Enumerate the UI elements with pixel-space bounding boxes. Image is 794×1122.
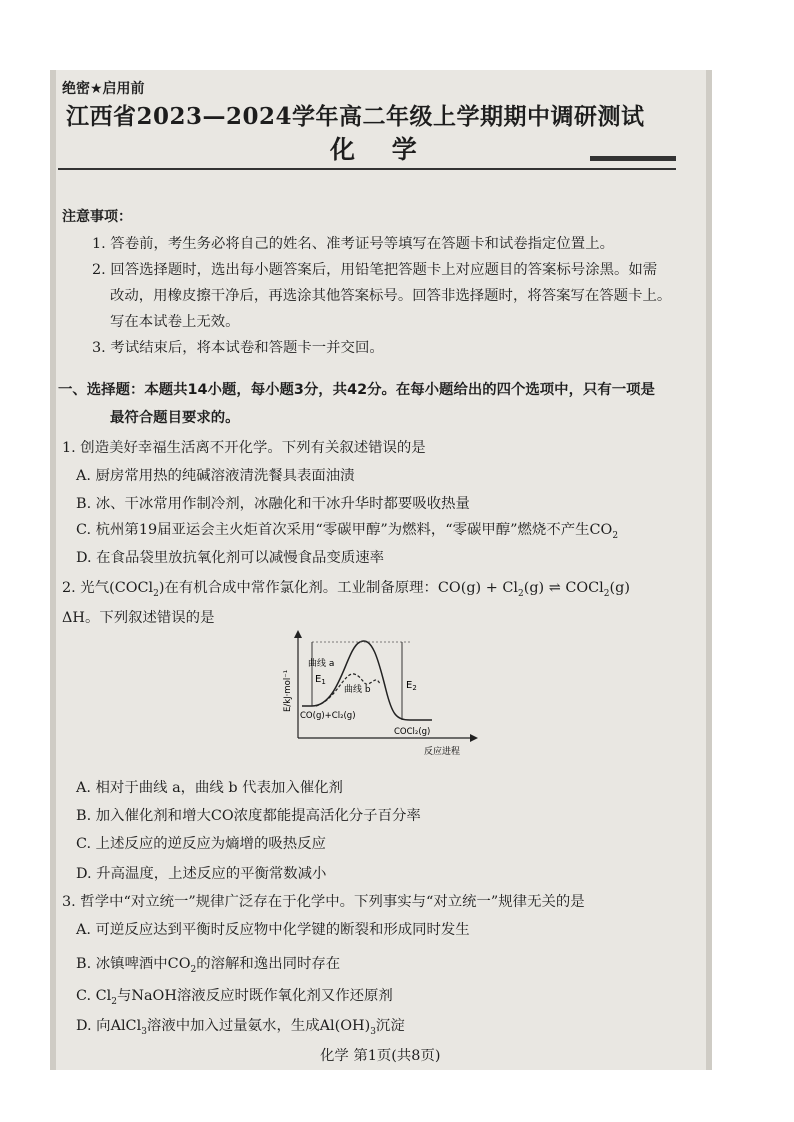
notice-line-4: 写在本试卷上无效。 (110, 314, 240, 330)
q1-option-b: B. 冰、干冰常用作制冷剂，冰融化和干冰升华时都要吸收热量 (76, 496, 470, 512)
q3-option-b: B. 冰镇啤酒中$CO_2$的溶解和逸出同时存在 (76, 956, 341, 975)
e2-label: $E_2$ (406, 680, 417, 692)
section-heading-2: 最符合题目要求的。 (110, 410, 240, 426)
paper-right-edge (706, 70, 712, 1070)
y-axis-arrow (294, 630, 302, 638)
q3-option-c: C. $Cl_2$与NaOH溶液反应时既作氧化剂又作还原剂 (76, 988, 393, 1007)
notice-line-2: 2. 回答选择题时，选出每小题答案后，用铅笔把答题卡上对应题目的答案标号涂黑。如需 (92, 262, 658, 278)
paper-left-edge (50, 70, 56, 1070)
q3-option-d: D. 向AlCl$_3$溶液中加入过量氨水，生成$Al(OH)_3$沉淀 (76, 1018, 405, 1037)
q2-option-b: B. 加入催化剂和增大CO浓度都能提高活化分子百分率 (76, 808, 421, 824)
q3-stem: 3. 哲学中“对立统一”规律广泛存在于化学中。下列事实与“对立统一”规律无关的是 (62, 894, 585, 910)
confidential-mark: 绝密★启用前 (62, 81, 145, 97)
q2-stem: 2. 光气(COCl$_2$)在有机合成中常作氯化剂。工业制备原理：$CO(g) + Cl_2(g)$ ⇌ COCl$_2$(g) (62, 580, 630, 599)
x-axis-label: 反应进程 (424, 747, 461, 757)
product-label: COCl₂(g) (394, 727, 431, 737)
curve-a-label: 曲线 a (308, 659, 335, 669)
q3-option-a: A. 可逆反应达到平衡时反应物中化学键的断裂和形成同时发生 (76, 922, 470, 938)
header-rule-thick (590, 156, 676, 161)
q2-option-c: C. 上述反应的逆反应为熵增的吸热反应 (76, 836, 326, 852)
q2-stem-2: ΔH。下列叙述错误的是 (62, 610, 215, 626)
exam-title: 江西省2023—2024学年高二年级上学期期中调研测试 (66, 103, 645, 130)
q1-option-a: A. 厨房常用热的纯碱溶液清洗餐具表面油渍 (76, 468, 355, 484)
y-axis-label: E/kJ·mol⁻¹ (283, 669, 293, 712)
notice-line-1: 1. 答卷前，考生务必将自己的姓名、准考证号等填写在答题卡和试卷指定位置上。 (92, 236, 614, 252)
q2-option-a: A. 相对于曲线 a，曲线 b 代表加入催化剂 (76, 780, 343, 796)
notice-line-5: 3. 考试结束后，将本试卷和答题卡一并交回。 (92, 340, 384, 356)
subject-title: 化 学 (330, 135, 431, 164)
q2-option-d: D. 升高温度，上述反应的平衡常数减小 (76, 866, 327, 882)
q1-option-d: D. 在食品袋里放抗氧化剂可以减慢食品变质速率 (76, 550, 384, 566)
energy-profile-diagram (250, 628, 480, 760)
reactants-label: CO(g)+Cl₂(g) (300, 711, 356, 721)
curve-b-label: 曲线 b (344, 685, 371, 695)
q1-stem: 1. 创造美好幸福生活离不开化学。下列有关叙述错误的是 (62, 440, 426, 456)
notice-heading: 注意事项： (62, 209, 132, 225)
x-axis-arrow (470, 734, 478, 742)
page-footer: 化学 第1页(共8页) (320, 1048, 441, 1064)
section-heading: 一、选择题：本题共14小题，每小题3分，共42分。在每小题给出的四个选项中，只有一项是 (58, 382, 655, 398)
header-rule (58, 168, 676, 170)
e1-label: $E_1$ (315, 674, 326, 686)
q1-option-c: C. 杭州第19届亚运会主火炬首次采用“零碳甲醇”为燃料，“零碳甲醇”燃烧不产生$CO_2$ (76, 522, 619, 541)
notice-line-3: 改动，用橡皮擦干净后，再选涂其他答案标号。回答非选择题时，将答案写在答题卡上。 (110, 288, 672, 304)
